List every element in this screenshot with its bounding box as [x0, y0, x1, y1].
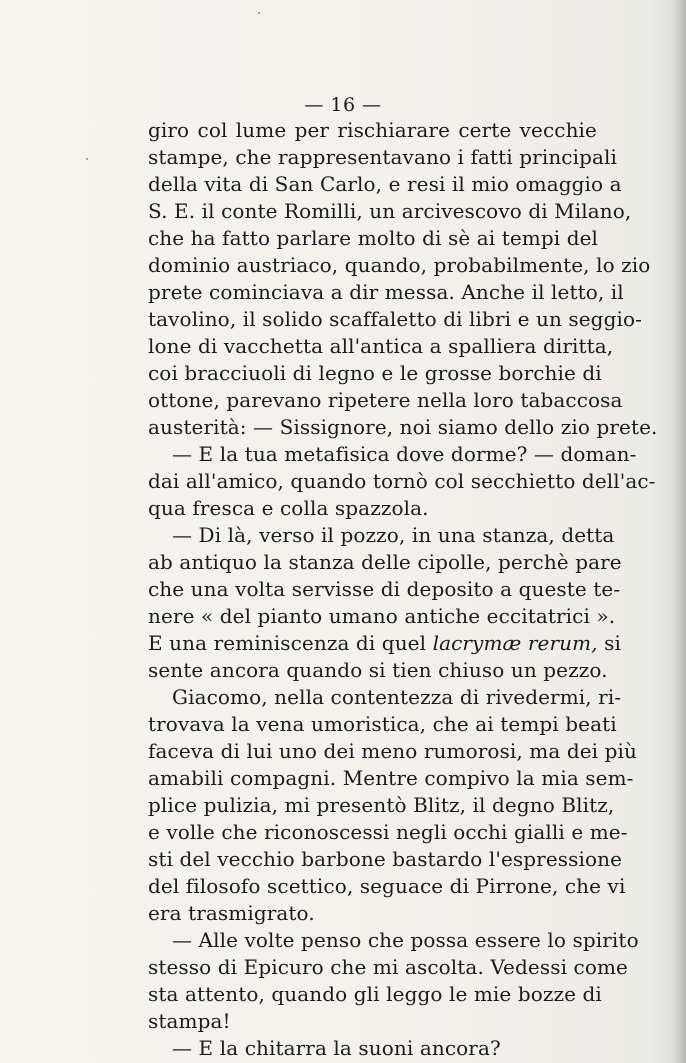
text-line: sta attento, quando gli leggo le mie bozze di	[148, 982, 602, 1006]
text-line: — E la chitarra la suoni ancora?	[172, 1036, 501, 1060]
text-line: ab antiquo la stanza delle cipolle, perchè pare	[148, 550, 622, 574]
text-line: del filosofo scettico, seguace di Pirrone, che vi	[148, 874, 626, 898]
text-line: prete cominciava a dir messa. Anche il letto, il	[148, 280, 624, 304]
text-line: amabili compagni. Mentre compivo la mia sem-	[148, 766, 634, 790]
text-line: sti del vecchio barbone bastardo l'espressione	[148, 847, 623, 871]
page-number: — 16 —	[304, 94, 382, 116]
text-segment: si	[597, 631, 621, 655]
text-line: sente ancora quando si tien chiuso un pezzo.	[148, 658, 608, 682]
text-line: era trasmigrato.	[148, 901, 315, 925]
text-line: — Alle volte penso che possa essere lo spirito	[172, 928, 639, 952]
page-edge-shadow	[672, 0, 686, 1063]
text-line: — Di là, verso il pozzo, in una stanza, detta	[172, 523, 615, 547]
text-line: nere « del pianto umano antiche eccitatrici ».	[148, 604, 616, 628]
text-line: e volle che riconoscessi negli occhi gialli e me-	[148, 820, 628, 844]
text-line: dominio austriaco, quando, probabilmente, lo zio	[148, 253, 651, 277]
text-line: che ha fatto parlare molto di sè ai tempi del	[148, 226, 599, 250]
text-line: trovava la vena umoristica, che ai tempi beati	[148, 712, 617, 736]
text-line: austerità: — Sissignore, noi siamo dello zio prete.	[148, 415, 658, 439]
text-line: stampa!	[148, 1009, 231, 1033]
text-line: S. E. il conte Romilli, un arcivescovo di Milano,	[148, 199, 632, 223]
text-line-with-italic	[148, 629, 621, 657]
text-line: faceva di lui uno dei meno rumorosi, ma dei più	[148, 739, 638, 763]
text-line: lone di vacchetta all'antica a spalliera diritta,	[148, 334, 614, 358]
paper-speck	[86, 158, 88, 160]
text-line: stampe, che rappresentavano i fatti principali	[148, 145, 618, 169]
text-line: plice pulizia, mi presentò Blitz, il degno Blitz,	[148, 793, 615, 817]
text-line: qua fresca e colla spazzola.	[148, 496, 429, 520]
text-segment: E una reminiscenza di quel	[148, 631, 433, 655]
text-line: — E la tua metafisica dove dorme? — doman-	[172, 442, 637, 466]
italic-phrase: lacrymæ rerum,	[432, 631, 598, 655]
text-line: della vita di San Carlo, e resi il mio omaggio a	[148, 172, 622, 196]
text-line: tavolino, il solido scaffaletto di libri e un seggio-	[148, 307, 642, 331]
text-line: giro col lume per rischiarare certe vecchie	[148, 118, 597, 142]
text-line: Giacomo, nella contentezza di rivedermi, ri-	[172, 685, 622, 709]
text-line: ottone, parevano ripetere nella loro tabaccosa	[148, 388, 623, 412]
text-line: coi bracciuoli di legno e le grosse borchie di	[148, 361, 602, 385]
text-line: dai all'amico, quando tornò col secchietto dell'ac-	[148, 469, 656, 493]
text-line: che una volta servisse di deposito a queste te-	[148, 577, 621, 601]
text-line: stesso di Epicuro che mi ascolta. Vedessi come	[148, 955, 628, 979]
paper-speck	[258, 12, 260, 14]
